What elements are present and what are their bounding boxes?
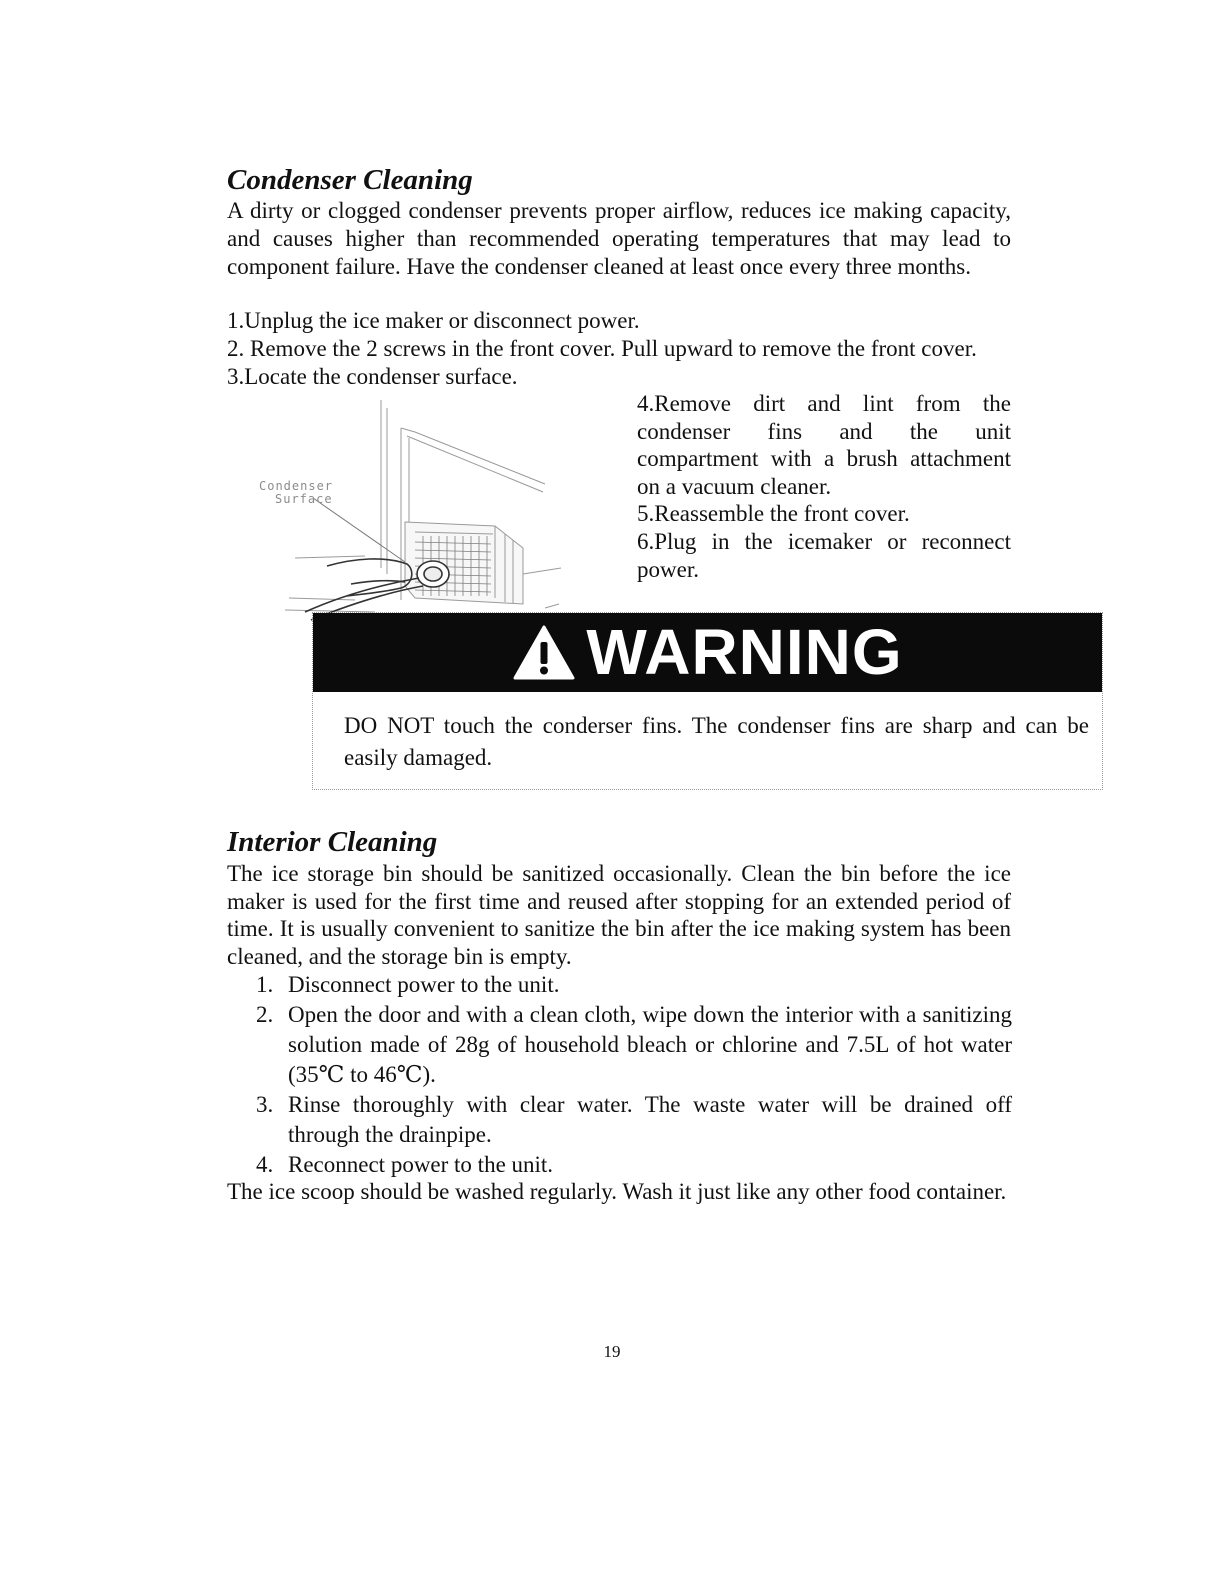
condenser-intro-paragraph: A dirty or clogged condenser prevents proper airflow, reduces ice making capacity, and causes higher than recommended operating temperatures that may lead to component failure. Have the condenser cleaned at least once every three months. [227, 198, 1011, 279]
list-item-text: Open the door and with a clean cloth, wipe down the interior with a sanitizing solution made of 28g of household bleach or chlorine and 7.5L of hot water (35℃ to 46℃). [288, 1002, 1012, 1087]
list-item-number: 3. [256, 1092, 274, 1117]
interior-intro-paragraph: The ice storage bin should be sanitized occasionally. Clean the bin before the ice maker is used for the first time and reused after stopping for an extended period of time. It is usually convenient to sanitize the bin after the ice making system has been cleaned, and the storage bin is empty. [227, 861, 1011, 969]
interior-closing-paragraph: The ice scoop should be washed regularly. Wash it just like any other food container. [227, 1179, 1007, 1204]
condenser-step-2: 2. Remove the 2 screws in the front cover. Pull upward to remove the front cover. [227, 336, 977, 361]
interior-steps-list [228, 970, 1012, 1180]
condenser-label-line1: Condenser [259, 479, 334, 493]
warning-box [312, 612, 1103, 790]
condenser-figure-svg [255, 398, 575, 626]
warning-title: WARNING [586, 616, 903, 688]
warning-text: DO NOT touch the conderser fins. The condenser fins are sharp and can be easily damaged. [344, 713, 1089, 770]
list-item-number: 4. [256, 1152, 274, 1177]
list-item [228, 1090, 1012, 1150]
condenser-step-4: 4.Remove dirt and lint from the condenser fins and the unit compartment with a brush attachment on a vacuum cleaner. [637, 391, 1011, 499]
list-item-text: Disconnect power to the unit. [288, 972, 560, 997]
condenser-step-5: 5.Reassemble the front cover. [637, 501, 910, 527]
interior-cleaning-heading: Interior Cleaning [227, 826, 438, 858]
list-item-number: 2. [256, 1002, 274, 1027]
list-item-number: 1. [256, 972, 274, 997]
list-item-text: Reconnect power to the unit. [288, 1152, 554, 1177]
condenser-illustration [255, 398, 575, 626]
condenser-step-3: 3.Locate the condenser surface. [227, 364, 518, 389]
condenser-surface-label [259, 480, 333, 506]
condenser-label-line2: Surface [275, 492, 333, 506]
list-item [228, 1000, 1012, 1090]
condenser-step-6: 6.Plug in the icemaker or reconnect power. [637, 528, 1011, 582]
list-item-text: Rinse thoroughly with clear water. The waste water will be drained off through the drainpipe. [288, 1092, 1012, 1147]
condenser-steps-right-column [637, 390, 1011, 583]
condenser-cleaning-heading: Condenser Cleaning [227, 164, 473, 196]
warning-triangle-icon [512, 624, 576, 682]
warning-banner [313, 613, 1102, 692]
list-item [228, 970, 1012, 1000]
list-item [228, 1150, 1012, 1180]
page-number: 19 [603, 1342, 621, 1361]
condenser-step-1: 1.Unplug the ice maker or disconnect power. [227, 308, 640, 333]
